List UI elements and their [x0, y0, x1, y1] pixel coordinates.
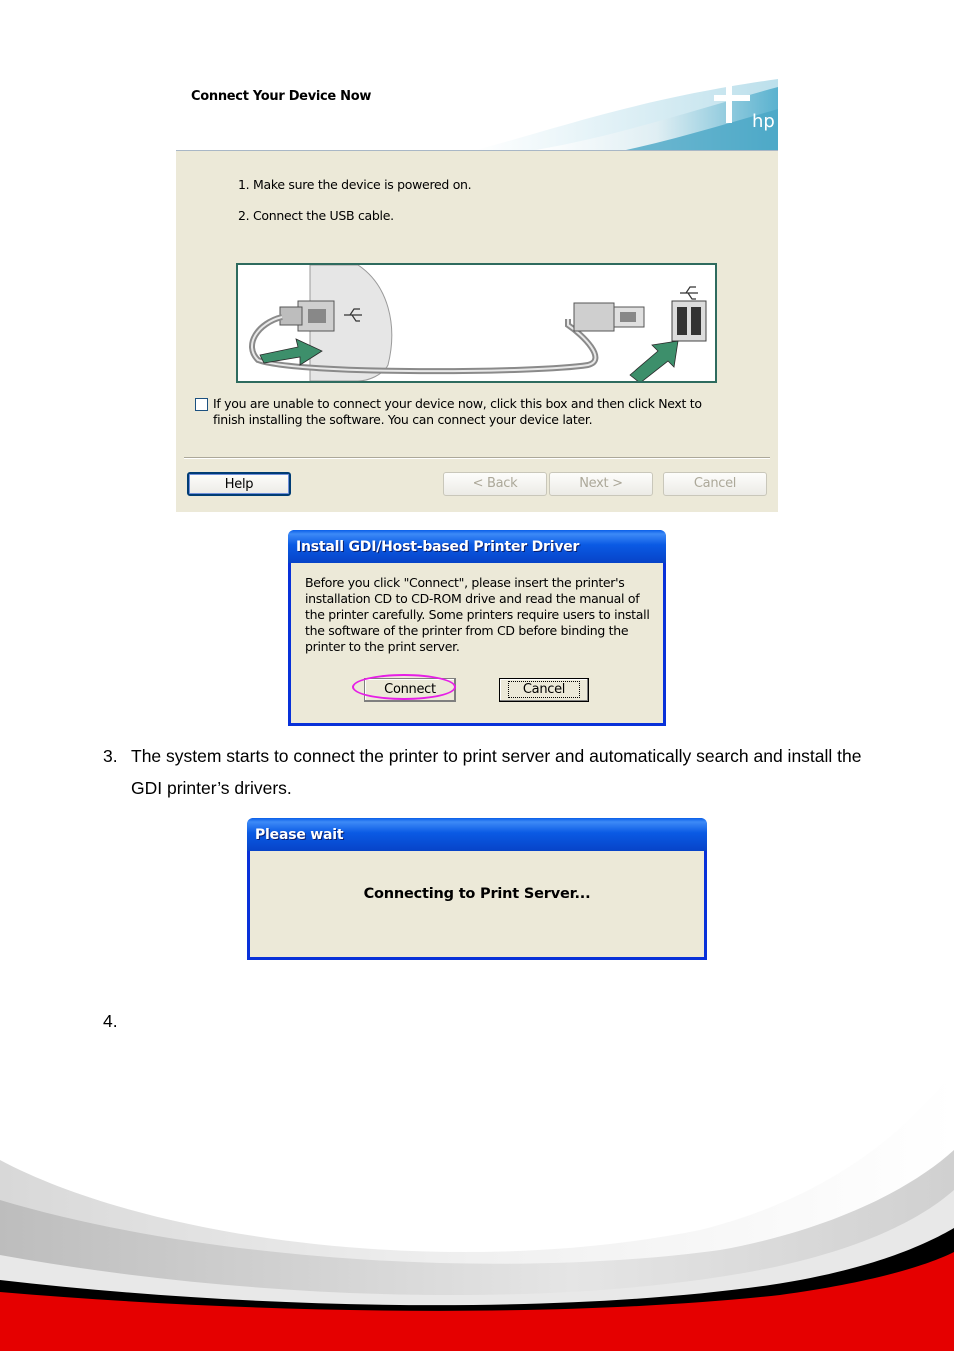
- help-button[interactable]: Help: [187, 472, 291, 496]
- install-gdi-driver-dialog: [288, 530, 666, 726]
- instruction-connect-usb: 2. Connect the USB cable.: [238, 208, 394, 223]
- connect-button[interactable]: Connect: [364, 678, 456, 702]
- cancel-button[interactable]: [499, 678, 589, 702]
- dialog-titlebar: [247, 818, 707, 851]
- wait-message: Connecting to Print Server...: [363, 886, 591, 902]
- dialog-body: [250, 851, 704, 957]
- footer-wave-decoration: [0, 1060, 954, 1351]
- hp-logo-text: hp: [752, 111, 775, 132]
- connect-later-label: If you are unable to connect your device now, click this box and then click Next to finish installing the software. You can connect your device later.: [213, 396, 702, 427]
- hp-connect-wizard: [176, 79, 778, 512]
- dialog-message: Before you click "Connect", please insert the printer's installation CD to CD-ROM drive and read the manual of the printer carefully. Some printers require users to install the software of the printer from CD before binding the printer to the print server.: [305, 575, 650, 654]
- connect-highlight-circle: [352, 674, 456, 700]
- usb-cable-diagram: [238, 265, 715, 381]
- back-button[interactable]: < Back: [443, 472, 547, 496]
- step-number: 4.: [103, 1011, 118, 1031]
- dialog-title: Install GDI/Host-based Printer Driver: [296, 539, 580, 555]
- usb-connection-illustration: [236, 263, 717, 383]
- dialog-titlebar: [288, 530, 666, 563]
- dialog-title: Please wait: [255, 827, 344, 843]
- dialog-body: [291, 563, 663, 723]
- wizard-title: Connect Your Device Now: [191, 89, 372, 104]
- connect-later-checkbox[interactable]: [195, 398, 208, 411]
- step-number: 3.: [103, 746, 118, 766]
- step-text: The system starts to connect the printer to print server and automatically search and install the GDI printer’s drivers.: [131, 746, 862, 798]
- cancel-button-label: Cancel: [508, 681, 580, 698]
- please-wait-dialog: [247, 818, 707, 960]
- cancel-button[interactable]: Cancel: [663, 472, 767, 496]
- hp-logo-icon: [710, 81, 776, 147]
- wizard-header: [176, 79, 778, 151]
- wizard-button-divider: [184, 457, 770, 459]
- instruction-power-on: 1. Make sure the device is powered on.: [238, 177, 472, 192]
- next-button[interactable]: Next >: [549, 472, 653, 496]
